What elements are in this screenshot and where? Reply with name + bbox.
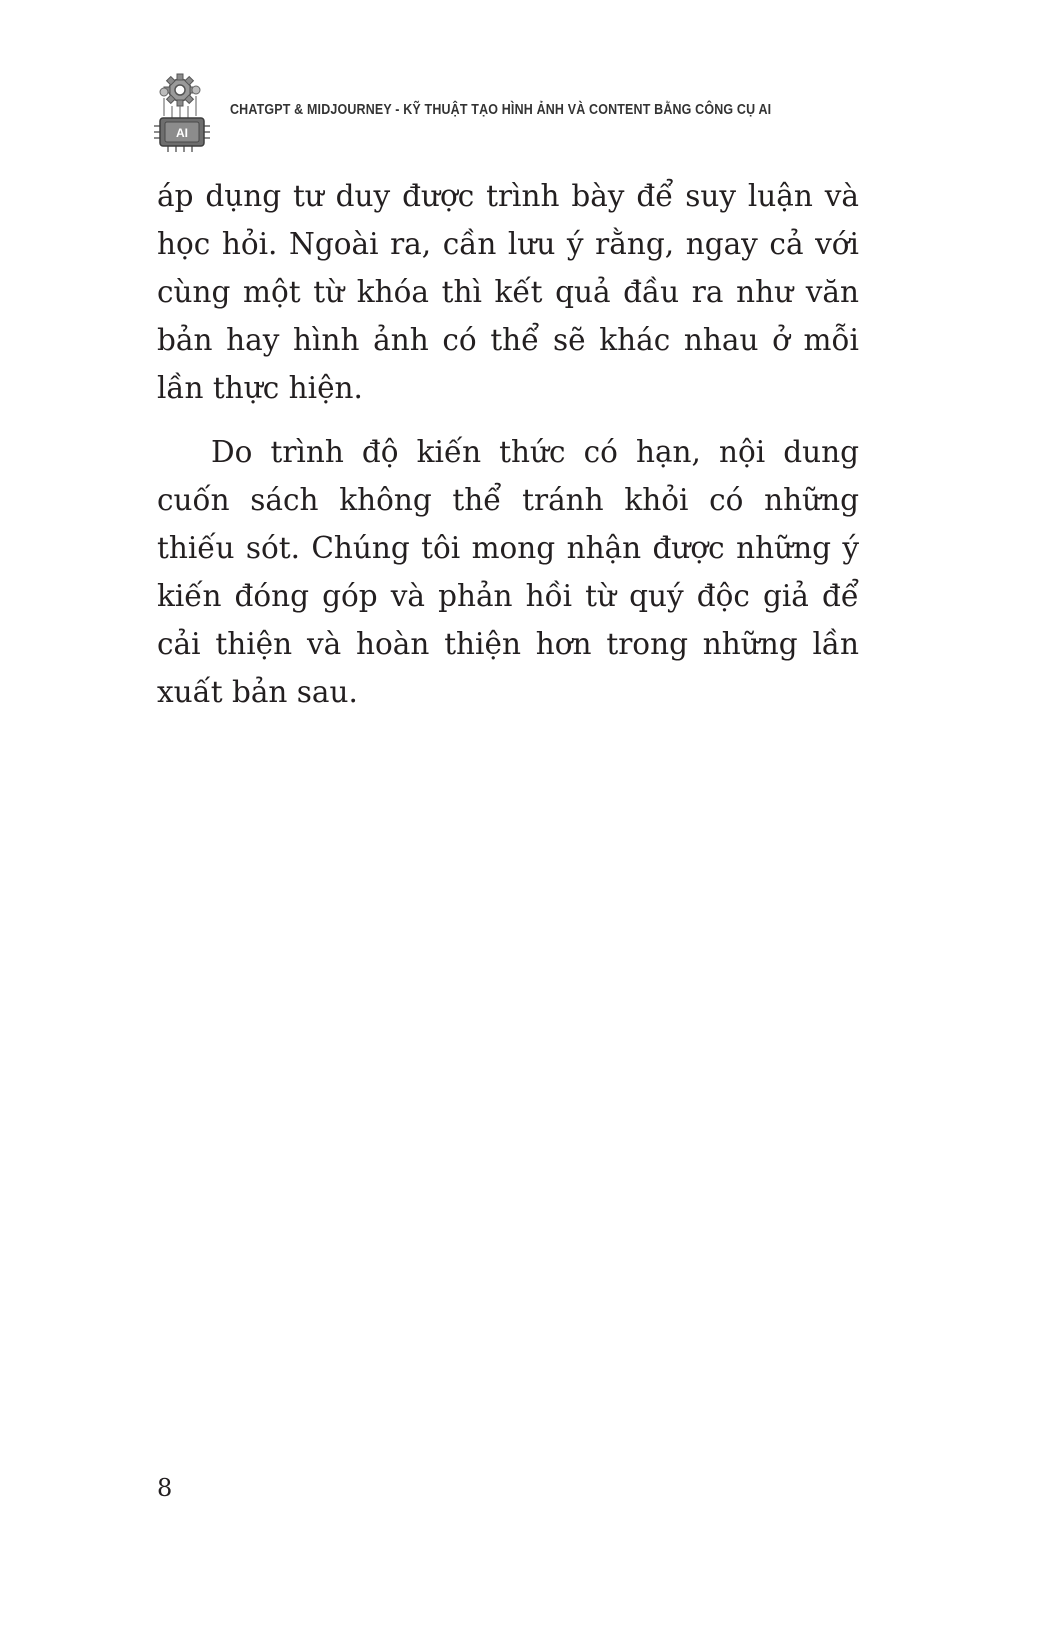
ai-chip-gear-icon <box>150 70 218 154</box>
running-header <box>150 72 859 152</box>
page-number: 8 <box>157 1474 173 1502</box>
body-text <box>157 172 859 732</box>
paragraph-1: áp dụng tư duy được trình bày để suy luận và học hỏi. Ngoài ra, cần lưu ý rằng, ngay cả với cùng một từ khóa thì kết quả đầu ra như văn bản hay hình ảnh có thể sẽ khác nhau ở mỗi lần thực hiện. <box>157 179 859 405</box>
logo-ai-text: AI <box>176 126 188 140</box>
paragraph-2: Do trình độ kiến thức có hạn, nội dung cuốn sách không thể tránh khỏi có những thiếu sót. Chúng tôi mong nhận được những ý kiến đóng góp và phản hồi từ quý độc giả để cải thiện và hoàn thiện hơn trong những lần xuất bản sau. <box>157 435 859 709</box>
running-header-title: CHATGPT & MIDJOURNEY - KỸ THUẬT TẠO HÌNH ẢNH VÀ CONTENT BẰNG CÔNG CỤ AI <box>230 102 772 118</box>
